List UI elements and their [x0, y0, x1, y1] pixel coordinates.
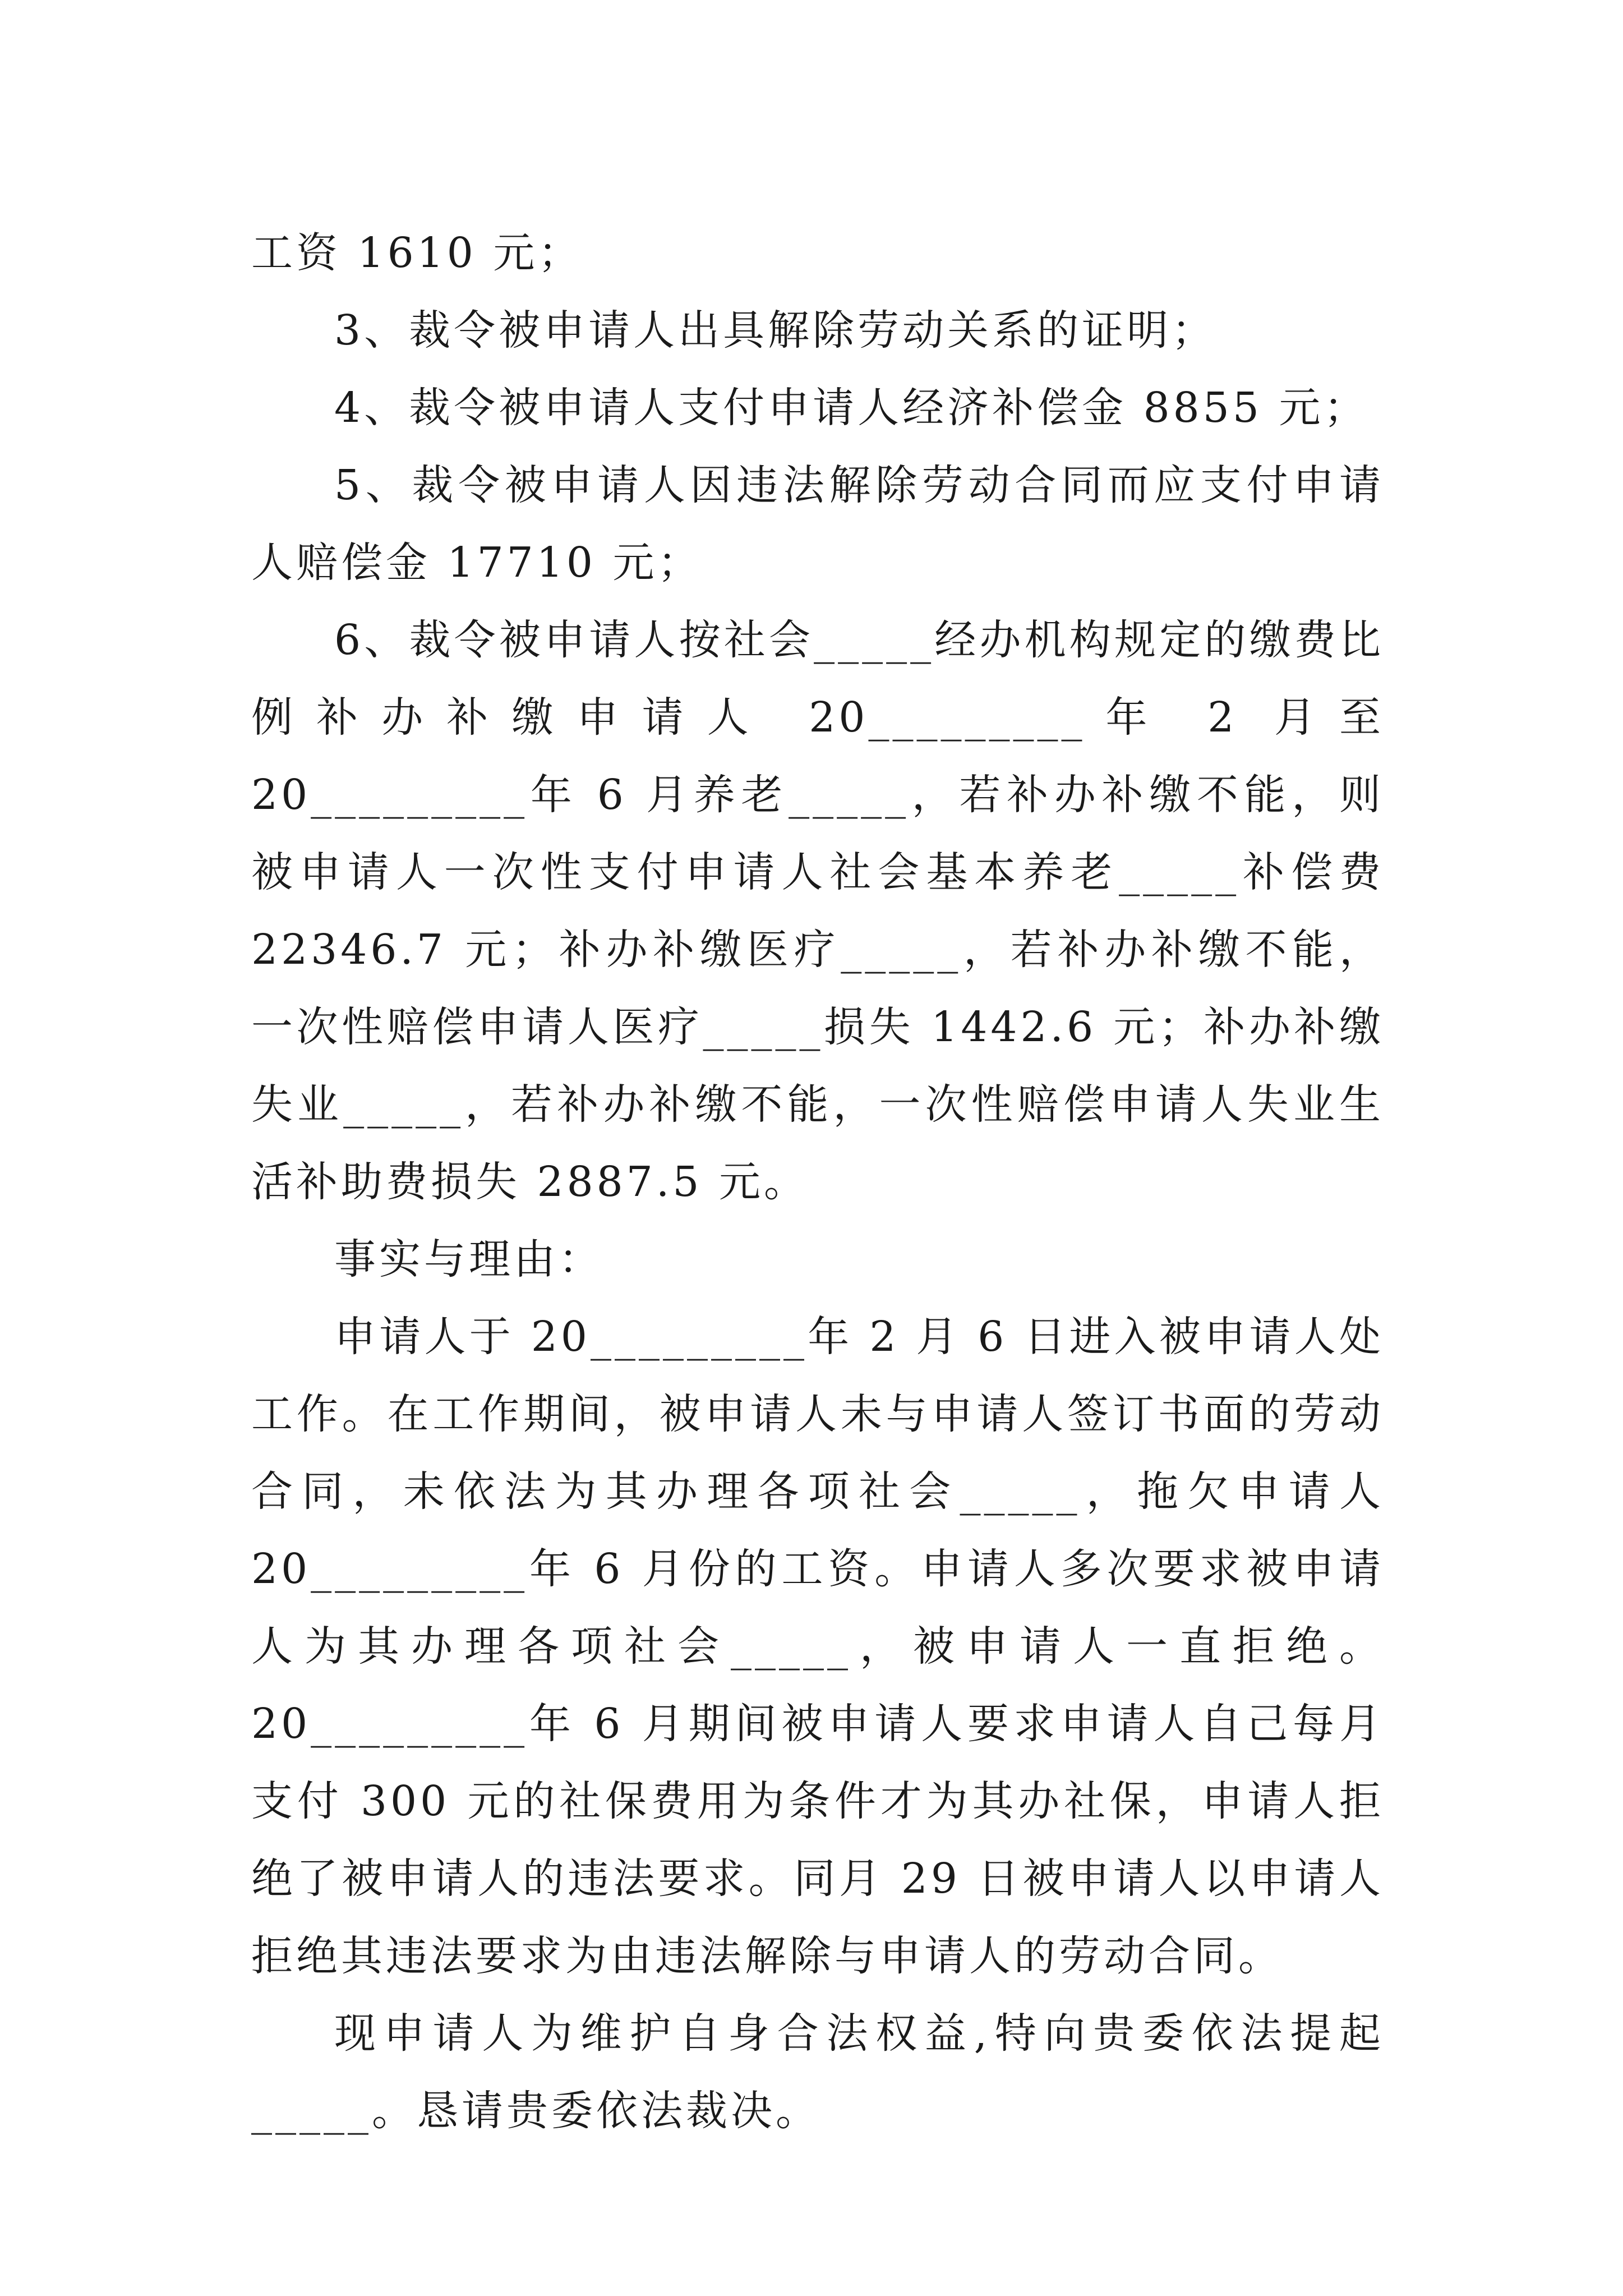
- paragraph-request: 现申请人为维护自身合法权益,特向贵委依法提起_____。恳请贵委依法裁决。: [251, 2009, 1384, 2135]
- paragraph-claim-6: 6、裁令被申请人按社会_____经办机构规定的缴费比例补办补缴申请人 20_________年 2 月至 20_________年 6 月养老_____，若补办补缴不能，则被申请人一次性支付申请人社会基本养老_____补偿费 22346.7 元；补办补缴医疗_____，若补办补缴不能，一次性赔偿申请人医疗_____损失 1442.6 元；补办补缴失业_____，若补办补缴不能，一次性赔偿申请人失业生活补助费损失 2887.5 元。: [251, 616, 1384, 1206]
- paragraph-claim-5: 5、裁令被申请人因违法解除劳动合同而应支付申请人赔偿金 17710 元；: [251, 461, 1384, 587]
- paragraph-claim-3: 3、裁令被申请人出具解除劳动关系的证明；: [334, 306, 1217, 355]
- paragraph-facts: 申请人于 20_________年 2 月 6 日进入被申请人处工作。在工作期间，被申请人未与申请人签订书面的劳动合同，未依法为其办理各项社会_____，拖欠申请人 20_________年 6 月份的工资。申请人多次要求被申请人为其办理各项社会_____，被申请人一直拒绝。20_________年 6 月期间被申请人要求申请人自己每月支付 300 元的社保费用为条件才为其办社保，申请人拒绝了被申请人的违法要求。同月 29 日被申请人以申请人拒绝其违法要求为由违法解除与申请人的劳动合同。: [251, 1313, 1384, 1980]
- paragraph-claim-4: 4、裁令被申请人支付申请人经济补偿金 8855 元；: [334, 384, 1369, 432]
- section-heading-facts-reasons: 事实与理由：: [334, 1235, 603, 1283]
- paragraph-wage-tail: 工资 1610 元；: [251, 229, 583, 277]
- document-body: [251, 214, 1384, 2150]
